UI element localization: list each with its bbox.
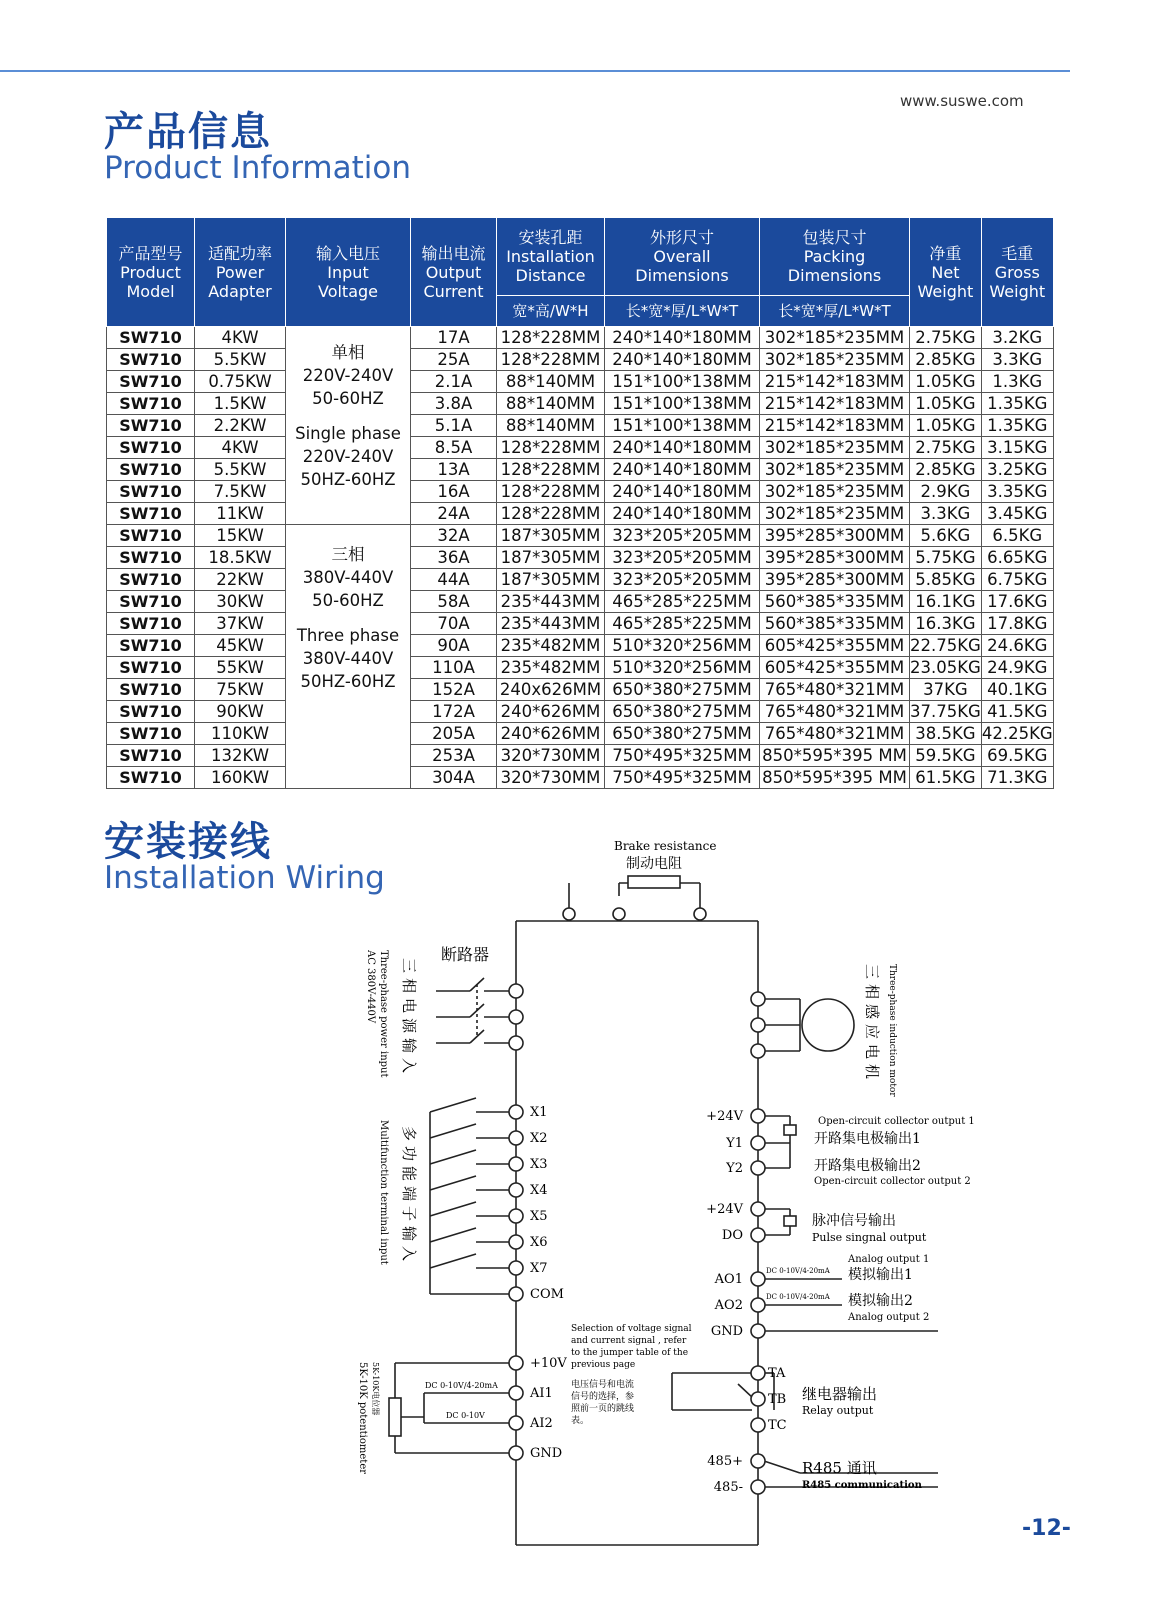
svg-text:Selection of voltage signal: Selection of voltage signal xyxy=(571,1324,692,1334)
cell-gross: 41.5KG xyxy=(981,701,1053,723)
table-row xyxy=(107,415,1054,437)
cell-voltage-single: 单相 220V-240V 50-60HZ Single phase 220V-240V 50HZ-60HZ xyxy=(286,327,411,525)
table-row xyxy=(107,745,1054,767)
cell-install: 88*140MM xyxy=(497,415,605,437)
table-row xyxy=(107,613,1054,635)
cell-model: SW710 xyxy=(107,569,195,591)
cell-overall: 510*320*256MM xyxy=(605,657,760,679)
cell-install: 187*305MM xyxy=(497,569,605,591)
ao2-label-cn: 模拟输出2 xyxy=(848,1293,913,1309)
cell-packing: 605*425*355MM xyxy=(760,635,910,657)
cell-net: 16.3KG xyxy=(910,613,982,635)
cell-net: 2.9KG xyxy=(910,481,982,503)
cell-gross: 69.5KG xyxy=(981,745,1053,767)
svg-text:to the jumper table of the: to the jumper table of the xyxy=(571,1348,689,1358)
cell-current: 36A xyxy=(411,547,497,569)
cell-gross: 71.3KG xyxy=(981,767,1053,789)
header-gross: 毛重 Gross Weight xyxy=(981,218,1053,327)
cell-net: 22.75KG xyxy=(910,636,981,655)
cell-overall: 510*320*256MM xyxy=(605,635,760,657)
header-net: 净重 Net Weight xyxy=(910,218,982,327)
oc1-label-en: Open-circuit collector output 1 xyxy=(818,1116,975,1127)
cell-install: 88*140MM xyxy=(497,371,605,393)
relay-terminal-labels xyxy=(768,1366,787,1433)
cell-voltage-three: 三相 380V-440V 50-60HZ Three phase 380V-440V 50HZ-60HZ xyxy=(286,525,411,789)
cell-overall: 240*140*180MM xyxy=(605,459,760,481)
cell-model: SW710 xyxy=(107,371,195,393)
cell-gross: 3.2KG xyxy=(981,327,1053,349)
cell-install: 128*228MM xyxy=(497,327,605,349)
terminal-x4: X4 xyxy=(530,1183,548,1198)
select-note-en xyxy=(571,1324,692,1370)
cell-current: 25A xyxy=(411,349,497,371)
cell-model: SW710 xyxy=(107,723,195,745)
cell-packing: 765*480*321MM xyxy=(760,723,910,745)
header-current: 输出电流 Output Current xyxy=(411,218,497,327)
cell-install: 235*482MM xyxy=(497,635,605,657)
cell-current: 8.5A xyxy=(411,437,497,459)
cell-install: 88*140MM xyxy=(497,393,605,415)
cell-overall: 650*380*275MM xyxy=(605,701,760,723)
cell-current: 90A xyxy=(411,635,497,657)
cell-packing: 605*425*355MM xyxy=(760,657,910,679)
svg-text:and current signal , refer: and current signal , refer xyxy=(571,1336,687,1346)
cell-overall: 151*100*138MM xyxy=(605,415,760,437)
cell-install: 235*482MM xyxy=(497,657,605,679)
oc2-label-cn: 开路集电极输出2 xyxy=(814,1158,921,1174)
terminal-x7: X7 xyxy=(530,1261,548,1276)
motor-label-cn: 三相感应电机 xyxy=(863,964,881,1085)
cell-net: 23.05KG xyxy=(910,658,981,677)
cell-net: 37KG xyxy=(910,679,982,701)
svg-text:表。: 表。 xyxy=(571,1416,590,1426)
cell-packing: 850*595*395 MM xyxy=(760,767,910,789)
table-row xyxy=(107,657,1054,679)
cell-power: 5.5KW xyxy=(195,349,286,371)
cell-net: 61.5KG xyxy=(910,767,982,789)
terminal-ao1: AO1 xyxy=(714,1272,743,1287)
cell-current: 5.1A xyxy=(411,415,497,437)
wiring-lines xyxy=(389,876,938,1545)
pulse-label-cn: 脉冲信号输出 xyxy=(812,1213,896,1229)
cell-gross: 6.5KG xyxy=(981,525,1053,547)
spec-table-body xyxy=(107,327,1054,789)
multi-input-en: Multifunction terminal input xyxy=(378,1120,389,1265)
cell-current: 172A xyxy=(411,701,497,723)
subheader-packing: 长*宽*厚/L*W*T xyxy=(760,296,910,327)
terminal-x2: X2 xyxy=(530,1131,548,1146)
ai2-note: DC 0-10V xyxy=(446,1411,485,1420)
cell-overall: 465*285*225MM xyxy=(605,613,760,635)
cell-install: 128*228MM xyxy=(497,503,605,525)
cell-gross: 1.35KG xyxy=(981,415,1053,437)
cell-gross: 42.25KG xyxy=(981,724,1053,743)
oc2-label-en: Open-circuit collector output 2 xyxy=(814,1176,971,1187)
cell-gross: 40.1KG xyxy=(981,679,1053,701)
cell-net: 16.1KG xyxy=(910,591,982,613)
cell-packing: 215*142*183MM xyxy=(760,415,910,437)
terminal-com: COM xyxy=(530,1287,564,1302)
cell-power: 1.5KW xyxy=(195,393,286,415)
wiring-title-cn: 安装接线 xyxy=(104,819,272,865)
cell-power: 37KW xyxy=(195,613,286,635)
cell-current: 253A xyxy=(411,745,497,767)
brake-label-en: Brake resistance xyxy=(614,839,717,853)
ao2-note: DC 0-10V/4-20mA xyxy=(766,1293,830,1301)
cell-gross: 3.35KG xyxy=(981,481,1053,503)
cell-power: 7.5KW xyxy=(195,481,286,503)
cell-model: SW710 xyxy=(107,459,195,481)
cell-gross: 1.35KG xyxy=(981,393,1053,415)
terminal-do: DO xyxy=(721,1228,743,1243)
cell-power: 2.2KW xyxy=(195,415,286,437)
cell-power: 90KW xyxy=(195,701,286,723)
cell-packing: 215*142*183MM xyxy=(760,371,910,393)
cell-overall: 650*380*275MM xyxy=(605,679,760,701)
select-note-cn xyxy=(571,1378,634,1426)
breaker-label: 断路器 xyxy=(441,945,490,964)
cell-packing: 302*185*235MM xyxy=(760,327,910,349)
cell-model: SW710 xyxy=(107,481,195,503)
product-info-title-cn: 产品信息 xyxy=(104,109,272,155)
cell-model: SW710 xyxy=(107,657,195,679)
cell-gross: 3.45KG xyxy=(981,503,1053,525)
svg-text:照前一页的跳线: 照前一页的跳线 xyxy=(571,1404,635,1414)
cell-packing: 765*480*321MM xyxy=(760,701,910,723)
table-row xyxy=(107,723,1054,745)
cell-install: 320*730MM xyxy=(497,745,605,767)
table-row xyxy=(107,701,1054,723)
table-row xyxy=(107,525,1054,547)
cell-model: SW710 xyxy=(107,349,195,371)
terminals xyxy=(509,908,765,1494)
cell-net: 5.75KG xyxy=(910,547,982,569)
cell-overall: 323*205*205MM xyxy=(605,525,760,547)
subheader-install: 宽*高/W*H xyxy=(497,296,605,327)
cell-net: 2.85KG xyxy=(910,349,982,371)
cell-gross: 6.65KG xyxy=(981,547,1053,569)
cell-model: SW710 xyxy=(107,437,195,459)
header-power: 适配功率 Power Adapter xyxy=(195,218,286,327)
cell-packing: 302*185*235MM xyxy=(760,349,910,371)
cell-power: 15KW xyxy=(195,525,286,547)
cell-current: 110A xyxy=(411,657,497,679)
cell-install: 235*443MM xyxy=(497,591,605,613)
cell-packing: 302*185*235MM xyxy=(760,503,910,525)
cell-power: 11KW xyxy=(195,503,286,525)
header-voltage: 输入电压 Input Voltage xyxy=(286,218,411,327)
output-terminal-labels xyxy=(706,1109,743,1495)
cell-install: 128*228MM xyxy=(497,481,605,503)
cell-power: 30KW xyxy=(195,591,286,613)
cell-packing: 560*385*335MM xyxy=(760,613,910,635)
table-row xyxy=(107,767,1054,789)
cell-packing: 850*595*395 MM xyxy=(760,745,910,767)
cell-model: SW710 xyxy=(107,415,195,437)
cell-install: 128*228MM xyxy=(497,437,605,459)
terminal-485p: 485+ xyxy=(707,1454,743,1469)
cell-current: 2.1A xyxy=(411,371,497,393)
cell-power: 0.75KW xyxy=(195,371,286,393)
cell-gross: 3.3KG xyxy=(981,349,1053,371)
terminal-485n: 485- xyxy=(713,1480,743,1495)
terminal-24v-2: +24V xyxy=(706,1202,743,1217)
brake-label-cn: 制动电阻 xyxy=(626,856,682,872)
cell-net: 2.75KG xyxy=(910,327,982,349)
table-row xyxy=(107,503,1054,525)
cell-power: 75KW xyxy=(195,679,286,701)
ao1-note: DC 0-10V/4-20mA xyxy=(766,1267,830,1275)
terminal-y1: Y1 xyxy=(726,1136,743,1151)
ai1-note: DC 0-10V/4-20mA xyxy=(425,1381,498,1390)
cell-overall: 151*100*138MM xyxy=(605,393,760,415)
cell-packing: 395*285*300MM xyxy=(760,547,910,569)
cell-net: 59.5KG xyxy=(910,745,982,767)
cell-overall: 323*205*205MM xyxy=(605,547,760,569)
oc1-label-cn: 开路集电极输出1 xyxy=(814,1131,921,1147)
cell-install: 240*626MM xyxy=(497,701,605,723)
cell-current: 58A xyxy=(411,591,497,613)
cell-current: 44A xyxy=(411,569,497,591)
terminal-tb: TB xyxy=(768,1392,787,1407)
header-model: 产品型号 Product Model xyxy=(107,218,195,327)
cell-power: 55KW xyxy=(195,657,286,679)
cell-model: SW710 xyxy=(107,767,195,789)
table-row xyxy=(107,393,1054,415)
rs485-label-en: R485 communication xyxy=(802,1480,922,1491)
cell-power: 110KW xyxy=(195,723,286,745)
cell-model: SW710 xyxy=(107,525,195,547)
cell-model: SW710 xyxy=(107,701,195,723)
cell-net: 1.05KG xyxy=(910,371,982,393)
terminal-ao2: AO2 xyxy=(714,1298,743,1313)
cell-packing: 395*285*300MM xyxy=(760,525,910,547)
top-rule xyxy=(0,70,1070,72)
cell-net: 2.85KG xyxy=(910,459,982,481)
terminal-ai2: AI2 xyxy=(530,1416,553,1431)
cell-current: 32A xyxy=(411,525,497,547)
power-input-voltage: AC 380V-440V xyxy=(365,950,376,1024)
terminal-y2: Y2 xyxy=(726,1161,743,1176)
terminal-10v: +10V xyxy=(530,1356,567,1371)
cell-current: 152A xyxy=(411,679,497,701)
table-row xyxy=(107,679,1054,701)
cell-power: 132KW xyxy=(195,745,286,767)
cell-model: SW710 xyxy=(107,503,195,525)
header-install: 安装孔距 Installation Distance xyxy=(497,218,605,296)
table-row xyxy=(107,327,1054,349)
cell-overall: 240*140*180MM xyxy=(605,327,760,349)
cell-net: 1.05KG xyxy=(910,393,982,415)
table-row xyxy=(107,591,1054,613)
cell-model: SW710 xyxy=(107,745,195,767)
cell-overall: 750*495*325MM xyxy=(605,767,760,789)
cell-net: 37.75KG xyxy=(910,702,981,721)
pot-label-en: 5K-10K potentiometer xyxy=(357,1362,368,1475)
page-number: -12- xyxy=(1022,1516,1071,1541)
cell-power: 160KW xyxy=(195,767,286,789)
cell-power: 4KW xyxy=(195,437,286,459)
website-url[interactable]: www.suswe.com xyxy=(900,92,1024,110)
cell-current: 24A xyxy=(411,503,497,525)
cell-packing: 302*185*235MM xyxy=(760,481,910,503)
cell-net: 5.6KG xyxy=(910,525,982,547)
cell-current: 70A xyxy=(411,613,497,635)
relay-label-cn: 继电器输出 xyxy=(802,1385,878,1403)
cell-packing: 395*285*300MM xyxy=(760,569,910,591)
cell-packing: 560*385*335MM xyxy=(760,591,910,613)
table-row xyxy=(107,547,1054,569)
table-row xyxy=(107,635,1054,657)
multi-input-cn: 多功能端子输入 xyxy=(400,1126,418,1267)
cell-packing: 765*480*321MM xyxy=(760,679,910,701)
cell-model: SW710 xyxy=(107,547,195,569)
cell-power: 45KW xyxy=(195,635,286,657)
table-row xyxy=(107,569,1054,591)
table-row xyxy=(107,349,1054,371)
cell-model: SW710 xyxy=(107,327,195,349)
cell-gross: 3.15KG xyxy=(981,437,1053,459)
cell-install: 240*626MM xyxy=(497,723,605,745)
terminal-x6: X6 xyxy=(530,1235,548,1250)
input-terminal-labels xyxy=(529,1105,567,1461)
cell-net: 2.75KG xyxy=(910,437,982,459)
cell-net: 3.3KG xyxy=(910,503,982,525)
cell-install: 320*730MM xyxy=(497,767,605,789)
cell-overall: 465*285*225MM xyxy=(605,591,760,613)
cell-model: SW710 xyxy=(107,591,195,613)
svg-text:previous page: previous page xyxy=(571,1360,636,1370)
cell-overall: 240*140*180MM xyxy=(605,481,760,503)
cell-current: 16A xyxy=(411,481,497,503)
cell-gross: 17.8KG xyxy=(981,613,1053,635)
terminal-ta: TA xyxy=(768,1366,786,1381)
terminal-gnd-out: GND xyxy=(710,1324,743,1339)
cell-install: 128*228MM xyxy=(497,459,605,481)
svg-text:电压信号和电流: 电压信号和电流 xyxy=(571,1380,635,1390)
cell-overall: 240*140*180MM xyxy=(605,503,760,525)
cell-current: 17A xyxy=(411,327,497,349)
rs485-label-cn: R485 通讯 xyxy=(802,1459,877,1477)
terminal-x3: X3 xyxy=(530,1157,548,1172)
ao1-label-cn: 模拟输出1 xyxy=(848,1267,913,1283)
terminal-gnd-in: GND xyxy=(530,1446,563,1461)
ao2-label-en: Analog output 2 xyxy=(848,1312,930,1323)
cell-gross: 1.3KG xyxy=(981,371,1053,393)
cell-gross: 3.25KG xyxy=(981,459,1053,481)
cell-current: 3.8A xyxy=(411,393,497,415)
product-info-title-en: Product Information xyxy=(104,150,412,186)
cell-overall: 240*140*180MM xyxy=(605,437,760,459)
cell-install: 187*305MM xyxy=(497,525,605,547)
cell-install: 240x626MM xyxy=(497,679,605,701)
cell-overall: 240*140*180MM xyxy=(605,349,760,371)
cell-net: 38.5KG xyxy=(910,723,982,745)
cell-overall: 650*380*275MM xyxy=(605,723,760,745)
cell-power: 18.5KW xyxy=(195,547,286,569)
cell-power: 5.5KW xyxy=(195,459,286,481)
table-row xyxy=(107,371,1054,393)
cell-power: 4KW xyxy=(195,327,286,349)
product-spec-table xyxy=(106,217,1054,789)
power-input-en: Three-phase power input xyxy=(378,950,389,1078)
cell-overall: 750*495*325MM xyxy=(605,745,760,767)
cell-power: 22KW xyxy=(195,569,286,591)
cell-packing: 302*185*235MM xyxy=(760,437,910,459)
table-row xyxy=(107,459,1054,481)
cell-current: 205A xyxy=(411,723,497,745)
ao1-label-en: Analog output 1 xyxy=(848,1254,930,1265)
relay-label-en: Relay output xyxy=(802,1404,874,1417)
cell-gross: 6.75KG xyxy=(981,569,1053,591)
cell-install: 128*228MM xyxy=(497,349,605,371)
terminal-tc: TC xyxy=(768,1418,787,1433)
cell-overall: 323*205*205MM xyxy=(605,569,760,591)
cell-model: SW710 xyxy=(107,613,195,635)
subheader-overall: 长*宽*厚/L*W*T xyxy=(605,296,760,327)
cell-model: SW710 xyxy=(107,635,195,657)
cell-net: 1.05KG xyxy=(910,415,982,437)
terminal-x1: X1 xyxy=(530,1105,548,1120)
header-overall: 外形尺寸 Overall Dimensions xyxy=(605,218,760,296)
cell-gross: 24.6KG xyxy=(981,635,1053,657)
pulse-label-en: Pulse singnal output xyxy=(812,1231,927,1244)
terminal-x5: X5 xyxy=(530,1209,548,1224)
cell-gross: 17.6KG xyxy=(981,591,1053,613)
cell-current: 304A xyxy=(411,767,497,789)
power-input-cn: 三相电源输入 xyxy=(400,958,418,1079)
table-row xyxy=(107,437,1054,459)
cell-install: 235*443MM xyxy=(497,613,605,635)
header-packing: 包装尺寸 Packing Dimensions xyxy=(760,218,910,296)
cell-model: SW710 xyxy=(107,679,195,701)
cell-packing: 215*142*183MM xyxy=(760,393,910,415)
svg-text:信号的选择，参: 信号的选择，参 xyxy=(571,1392,635,1402)
wiring-title-en: Installation Wiring xyxy=(104,860,385,896)
terminal-24v-1: +24V xyxy=(706,1109,743,1124)
table-row xyxy=(107,481,1054,503)
cell-packing: 302*185*235MM xyxy=(760,459,910,481)
cell-net: 5.85KG xyxy=(910,569,982,591)
cell-model: SW710 xyxy=(107,393,195,415)
cell-install: 187*305MM xyxy=(497,547,605,569)
cell-current: 13A xyxy=(411,459,497,481)
terminal-ai1: AI1 xyxy=(530,1386,553,1401)
cell-gross: 24.9KG xyxy=(981,657,1053,679)
motor-label-en: Three-phase induction motor xyxy=(887,964,897,1097)
cell-overall: 151*100*138MM xyxy=(605,371,760,393)
pot-label-cn: 5K-10K电位器 xyxy=(371,1362,380,1416)
